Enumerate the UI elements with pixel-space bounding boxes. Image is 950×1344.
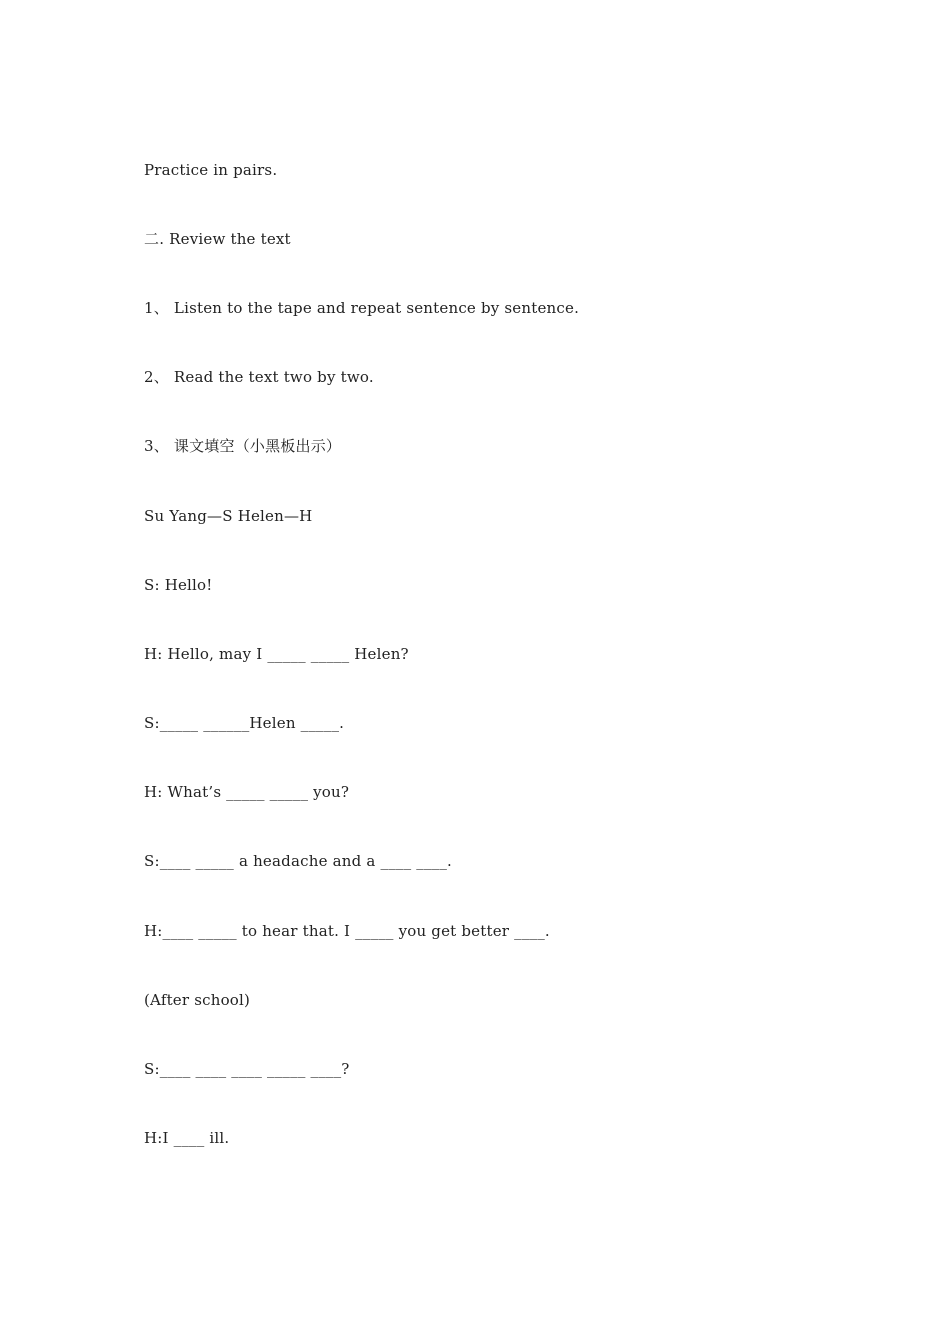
dialogue-line: H: What’s _____ _____ you? <box>144 783 350 801</box>
dialogue-line: S: Hello! <box>144 576 213 594</box>
dialogue-line: S:_____ ______Helen _____. <box>144 714 345 732</box>
step-1-listen-and-repeat: 1、 Listen to the tape and repeat sentence by sentence. <box>144 299 580 317</box>
dialogue-line: S:____ _____ a headache and a ____ ____. <box>144 852 453 870</box>
dialogue-line: H:I ____ ill. <box>144 1129 230 1147</box>
step-3-fill-in-blanks: 3、 课文填空（小黑板出示） <box>144 437 342 455</box>
speaker-key: Su Yang—S Helen—H <box>144 507 313 525</box>
section-heading-review-text: 二. Review the text <box>144 230 291 248</box>
step-2-read-text: 2、 Read the text two by two. <box>144 368 374 386</box>
instruction-practice-in-pairs: Practice in pairs. <box>144 161 278 179</box>
scene-note: (After school) <box>144 991 251 1009</box>
dialogue-line: S:____ ____ ____ _____ ____? <box>144 1060 350 1078</box>
dialogue-line: H:____ _____ to hear that. I _____ you get better ____. <box>144 922 550 940</box>
dialogue-line: H: Hello, may I _____ _____ Helen? <box>144 645 409 663</box>
